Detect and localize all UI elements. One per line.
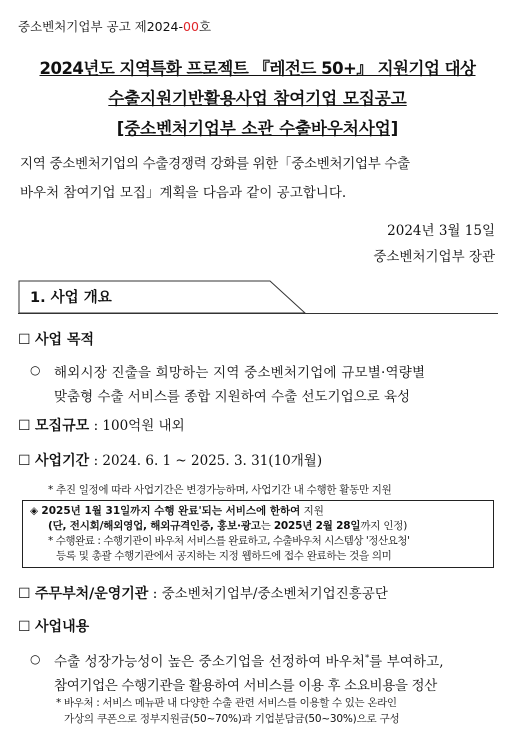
- checkbox-icon: ☐: [18, 453, 31, 469]
- diamond-icon: ◈: [30, 505, 39, 517]
- circle-bullet-icon: ○: [30, 363, 41, 377]
- notice-box-line-1-bold: 2025년 1월 31일까지 수행 완료'되는 서비스에 한하여: [41, 505, 301, 517]
- checkbox-icon: ☐: [18, 619, 31, 635]
- purpose-heading: [18, 329, 94, 349]
- notice-number: [18, 17, 211, 35]
- section-divider: [18, 313, 498, 314]
- content-line-1-main: 수출 성장가능성이 높은 중소기업을 선정하여 바우처: [54, 654, 366, 670]
- content-heading: [18, 616, 89, 636]
- announcement-date: 2024년 3월 15일: [387, 223, 495, 239]
- notice-number-value: 00: [183, 19, 199, 34]
- notice-box-line-2-tail: 까지 인정): [360, 520, 408, 532]
- intro-line-1: 지역 중소벤처기업의 수출경쟁력 강화를 위한「중소벤처기업부 수출: [20, 156, 410, 172]
- agency-label: 주무부처/운영기관: [35, 586, 149, 602]
- circle-bullet-icon: ○: [30, 652, 41, 666]
- content-line-2: 참여기업은 수행기관을 활용하여 서비스를 이용 후 소요비용을 정산: [54, 678, 437, 694]
- scale-label: 모집규모: [35, 418, 90, 434]
- notice-box-line-1-tail: 지원: [303, 505, 324, 517]
- period-row: [18, 449, 322, 470]
- section-1-title: 1. 사업 개요: [30, 290, 112, 306]
- notice-box-line-2-bold-2: 2025년 2월 28일: [273, 520, 361, 532]
- title-line-3: [중소벤처기업부 소관 수출바우처사업]: [116, 119, 399, 138]
- content-line-1-tail: 를 부여하고,: [369, 654, 444, 670]
- period-note: * 추진 일정에 따라 사업기간은 변경가능하며, 사업기간 내 수행한 활동만 지원: [48, 484, 392, 496]
- title-line-2: 수출지원기반활용사업 참여기업 모집공고: [108, 89, 407, 108]
- content-line-1-sup: *: [365, 653, 370, 663]
- checkbox-icon: ☐: [18, 418, 31, 434]
- checkbox-icon: ☐: [18, 586, 31, 602]
- notice-number-suffix: 호: [198, 19, 212, 34]
- agency-row: [18, 582, 388, 603]
- content-label: 사업내용: [35, 619, 90, 635]
- agency-value: : 중소벤처기업부/중소벤처기업진흥공단: [152, 586, 388, 602]
- content-note-2: 가상의 쿠폰으로 정부지원금(50~70%)과 기업분담금(50~30%)으로 구성: [64, 713, 400, 725]
- purpose-label: 사업 목적: [35, 332, 94, 348]
- notice-box-line-3: * 수행완료 : 수행기관이 바우처 서비스를 완료하고, 수출바우처 시스템상 '정산요청': [48, 535, 410, 547]
- purpose-line-1: 해외시장 진출을 희망하는 지역 중소벤처기업에 규모별·역량별: [54, 365, 426, 381]
- notice-box-line-2: [48, 518, 407, 533]
- issuer: 중소벤처기업부 장관: [373, 249, 495, 265]
- notice-box-line-2-bold-1: (단, 전시회/해외영업, 해외규격인증, 홍보·광고: [48, 520, 261, 532]
- notice-box-line-4: 등록 및 총괄 수행기관에서 공지하는 지정 웹하드에 접수 완료하는 것을 의미: [56, 550, 392, 562]
- notice-box-line-1: [30, 503, 324, 518]
- purpose-line-2: 맞춤형 수출 서비스를 종합 지원하여 수출 선도기업으로 육성: [54, 389, 411, 405]
- content-note-1: * 바우처 : 서비스 메뉴판 내 다양한 수출 관련 서비스를 이용할 수 있는 온라인: [56, 697, 397, 709]
- title-line-1: 2024년도 지역특화 프로젝트 『레전드 50+』 지원기업 대상: [39, 59, 476, 78]
- checkbox-icon: ☐: [18, 332, 31, 348]
- notice-number-prefix: 중소벤처기업부 공고 제2024-: [18, 19, 184, 34]
- period-label: 사업기간: [35, 453, 90, 469]
- period-value: : 2024. 6. 1 ~ 2025. 3. 31(10개월): [93, 453, 323, 469]
- scale-value: : 100억원 내외: [93, 418, 185, 434]
- content-line-1: [54, 650, 444, 670]
- scale-row: [18, 414, 185, 435]
- notice-box-line-2-mid: 는: [260, 520, 271, 532]
- intro-line-2: 바우처 참여기업 모집」계획을 다음과 같이 공고합니다.: [20, 185, 347, 201]
